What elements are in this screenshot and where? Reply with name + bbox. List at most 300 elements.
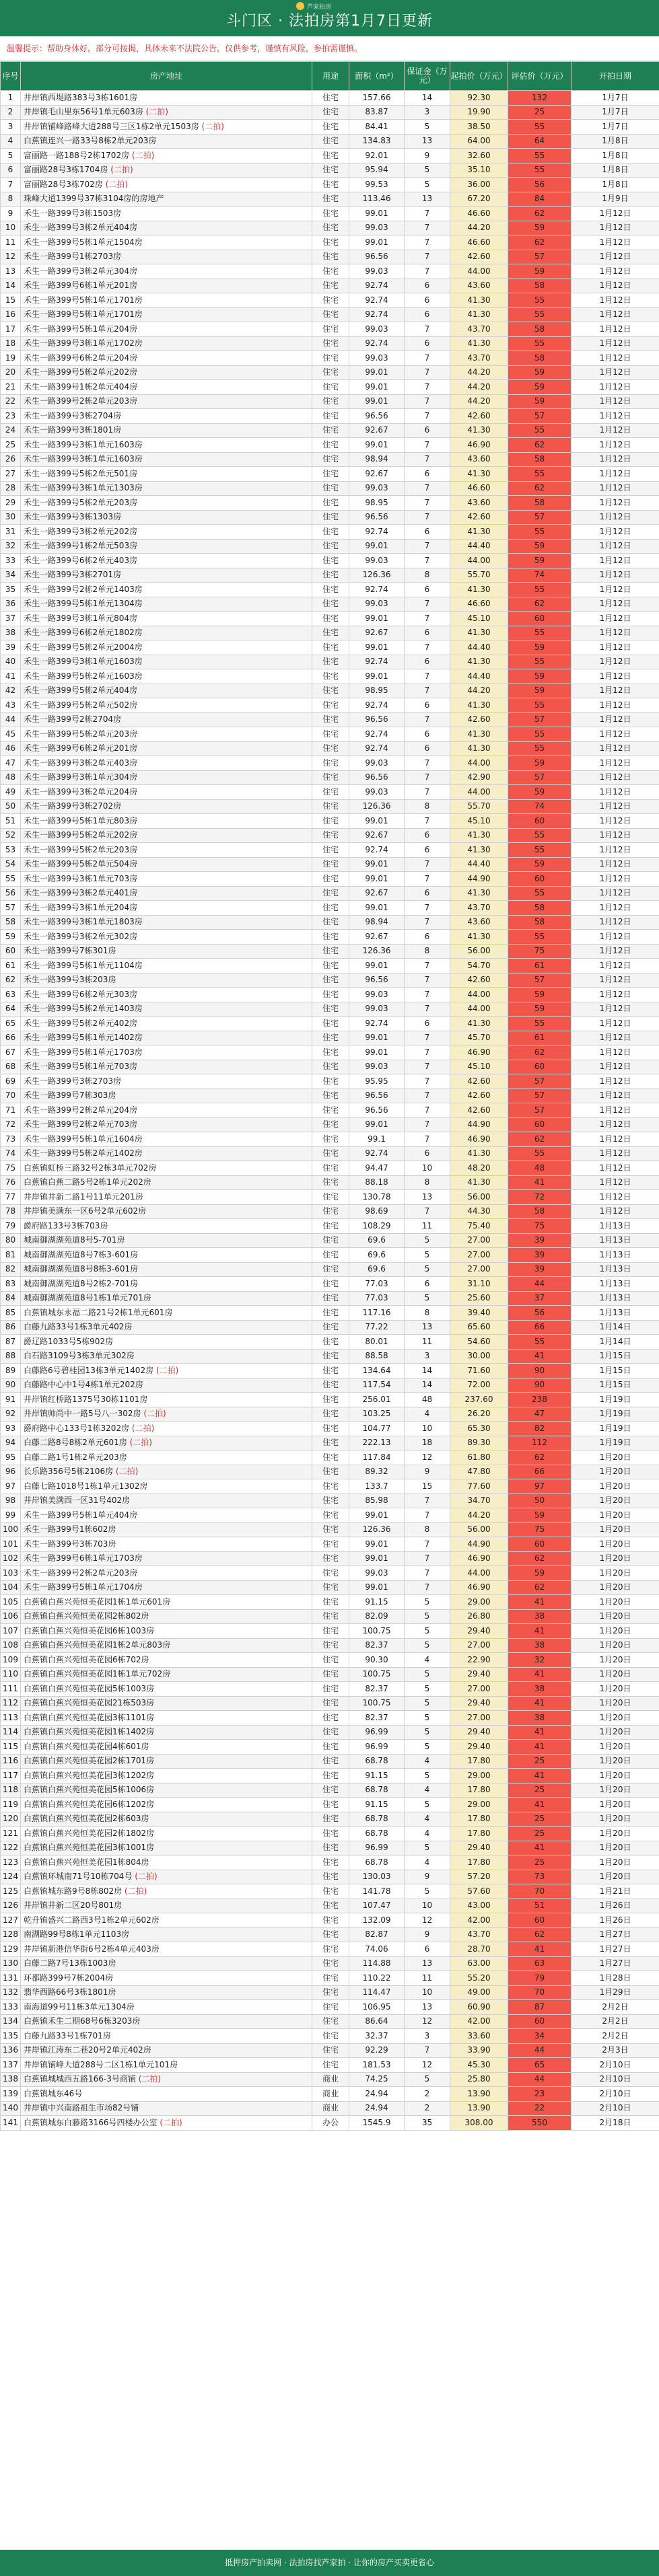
auction-date: 1月12日 xyxy=(571,438,659,453)
row-number: 25 xyxy=(1,438,21,453)
address-text: 禾生一路399号3栋2701房 xyxy=(24,570,122,580)
row-number: 72 xyxy=(1,1117,21,1132)
table-row xyxy=(1,1291,659,1306)
area: 96.56 xyxy=(349,770,405,785)
property-address xyxy=(21,2072,312,2087)
table-header-row xyxy=(1,62,659,91)
auction-date: 1月12日 xyxy=(571,886,659,901)
area: 99.01 xyxy=(349,872,405,887)
table-row xyxy=(1,2116,659,2131)
row-number: 29 xyxy=(1,496,21,511)
property-address xyxy=(21,1190,312,1205)
address-text: 禾生一路399号5栋1单元1304房 xyxy=(24,599,143,609)
address-text: 白藤九路33号1栋701房 xyxy=(24,2030,111,2040)
usage: 住宅 xyxy=(312,452,349,467)
auction-date: 1月12日 xyxy=(571,394,659,409)
area: 68.78 xyxy=(349,1783,405,1798)
area: 108.29 xyxy=(349,1219,405,1234)
address-text: 富丽路28号3栋1704房 xyxy=(24,165,108,175)
property-address xyxy=(21,1017,312,1031)
eval-price: 62 xyxy=(508,481,571,496)
auction-date: 1月20日 xyxy=(571,1667,659,1682)
row-number: 40 xyxy=(1,655,21,669)
area: 92.67 xyxy=(349,626,405,640)
start-price: 46.60 xyxy=(450,235,508,250)
row-number: 112 xyxy=(1,1696,21,1711)
property-address xyxy=(21,1609,312,1624)
address-text: 白藤九路33号1栋3单元402房 xyxy=(24,1322,133,1332)
auction-date: 2月10日 xyxy=(571,2101,659,2116)
eval-price: 58 xyxy=(508,915,571,930)
address-text: 禾生一路399号5栋2单元404房 xyxy=(24,686,138,696)
start-price: 42.60 xyxy=(450,1103,508,1118)
usage: 住宅 xyxy=(312,423,349,438)
deposit: 7 xyxy=(405,959,450,973)
row-number: 8 xyxy=(1,192,21,207)
start-price: 47.80 xyxy=(450,1465,508,1479)
area: 99.01 xyxy=(349,1580,405,1595)
deposit: 8 xyxy=(405,568,450,583)
usage: 住宅 xyxy=(312,1378,349,1393)
usage: 住宅 xyxy=(312,1827,349,1841)
address-text: 白蕉镇城城西五路166-3号商铺 xyxy=(24,2074,136,2084)
auction-date: 1月12日 xyxy=(571,264,659,279)
auction-date: 1月19日 xyxy=(571,1436,659,1450)
table-row xyxy=(1,1624,659,1639)
start-price: 44.00 xyxy=(450,1566,508,1581)
deposit: 5 xyxy=(405,1262,450,1277)
table-row xyxy=(1,134,659,149)
area: 256.01 xyxy=(349,1393,405,1407)
address-text: 白蕉镇白蕉兴苑恒美花园1栋2单元803房 xyxy=(24,1640,171,1650)
deposit: 7 xyxy=(405,1508,450,1523)
eval-price: 41 xyxy=(508,1667,571,1682)
address-text: 爵府路133号3栋703房 xyxy=(24,1220,108,1230)
address-text: 禾生一路399号6栋2单元201房 xyxy=(24,743,138,753)
start-price: 45.10 xyxy=(450,612,508,626)
auction-date: 1月20日 xyxy=(571,1580,659,1595)
usage: 住宅 xyxy=(312,525,349,540)
deposit: 7 xyxy=(405,988,450,1002)
property-address xyxy=(21,698,312,713)
usage: 住宅 xyxy=(312,1769,349,1783)
table-row xyxy=(1,525,659,540)
address-text: 白蕉镇虹桥三路32号2栋3单元702房 xyxy=(24,1163,157,1173)
usage: 住宅 xyxy=(312,1031,349,1045)
eval-price: 57 xyxy=(508,1103,571,1118)
table-row xyxy=(1,1306,659,1321)
table-row xyxy=(1,2029,659,2044)
area: 99.03 xyxy=(349,264,405,279)
row-number: 102 xyxy=(1,1551,21,1566)
start-price: 44.90 xyxy=(450,872,508,887)
usage: 住宅 xyxy=(312,828,349,843)
table-row xyxy=(1,1349,659,1364)
start-price: 41.30 xyxy=(450,698,508,713)
deposit: 7 xyxy=(405,438,450,453)
address-text: 禾生一路399号5栋1单元204房 xyxy=(24,324,138,334)
row-number: 11 xyxy=(1,235,21,250)
area: 95.95 xyxy=(349,1074,405,1089)
eval-price: 57 xyxy=(508,1074,571,1089)
row-number: 16 xyxy=(1,307,21,322)
usage: 住宅 xyxy=(312,1219,349,1234)
usage: 住宅 xyxy=(312,1349,349,1364)
deposit: 10 xyxy=(405,1161,450,1176)
deposit: 7 xyxy=(405,510,450,525)
usage: 住宅 xyxy=(312,554,349,568)
second-auction-tag: (二拍) xyxy=(122,1886,147,1896)
area: 83.87 xyxy=(349,105,405,120)
area: 107.47 xyxy=(349,1899,405,1913)
auction-date: 1月20日 xyxy=(571,1566,659,1581)
table-row xyxy=(1,105,659,120)
second-auction-tag: (二拍) xyxy=(199,121,224,131)
address-text: 禾生一路399号3栋2单元404房 xyxy=(24,223,138,233)
address-text: 白蕉镇城东路9号8栋802房 xyxy=(24,1886,123,1896)
eval-price: 550 xyxy=(508,2116,571,2131)
row-number: 105 xyxy=(1,1595,21,1610)
area: 98.94 xyxy=(349,915,405,930)
property-address xyxy=(21,235,312,250)
eval-price: 55 xyxy=(508,1335,571,1350)
address-text: 白蕉镇白蕉兴苑恒美花园1栋1单元601房 xyxy=(24,1596,171,1607)
row-number: 96 xyxy=(1,1465,21,1479)
usage: 住宅 xyxy=(312,1450,349,1465)
address-text: 禾生一路399号3栋1单元804房 xyxy=(24,613,138,623)
property-address xyxy=(21,120,312,135)
table-row xyxy=(1,1233,659,1248)
start-price: 27.00 xyxy=(450,1711,508,1726)
property-address xyxy=(21,1537,312,1552)
address-text: 城南御湖湖苑道8号1栋1单元701房 xyxy=(24,1293,151,1303)
table-row xyxy=(1,1320,659,1335)
property-address xyxy=(21,423,312,438)
auction-date: 1月12日 xyxy=(571,669,659,684)
auction-date: 1月12日 xyxy=(571,207,659,221)
table-row xyxy=(1,799,659,814)
area: 92.74 xyxy=(349,525,405,540)
address-text: 禾生一路399号6栋2单元403房 xyxy=(24,555,138,565)
eval-price: 61 xyxy=(508,1031,571,1045)
auction-date: 1月19日 xyxy=(571,1393,659,1407)
deposit: 11 xyxy=(405,1219,450,1234)
row-number: 56 xyxy=(1,886,21,901)
area: 89.32 xyxy=(349,1465,405,1479)
deposit: 11 xyxy=(405,1971,450,1986)
start-price: 44.40 xyxy=(450,539,508,554)
property-address xyxy=(21,959,312,973)
eval-price: 55 xyxy=(508,930,571,945)
eval-price: 55 xyxy=(508,467,571,482)
row-number: 21 xyxy=(1,380,21,395)
address-text: 禾生一路399号7栋301房 xyxy=(24,946,116,956)
start-price: 44.40 xyxy=(450,669,508,684)
start-price: 49.00 xyxy=(450,1985,508,2000)
row-number: 70 xyxy=(1,1089,21,1103)
table-row xyxy=(1,1638,659,1653)
usage: 住宅 xyxy=(312,2014,349,2029)
row-number: 28 xyxy=(1,481,21,496)
header-deposit: 保证金（万元） xyxy=(405,62,450,91)
table-row xyxy=(1,2058,659,2073)
area: 69.6 xyxy=(349,1233,405,1248)
row-number: 135 xyxy=(1,2029,21,2044)
area: 99.03 xyxy=(349,1566,405,1581)
property-address xyxy=(21,1667,312,1682)
usage: 住宅 xyxy=(312,2029,349,2044)
eval-price: 59 xyxy=(508,1508,571,1523)
property-address xyxy=(21,944,312,959)
table-row xyxy=(1,1219,659,1234)
auction-date: 2月10日 xyxy=(571,2087,659,2102)
row-number: 77 xyxy=(1,1190,21,1205)
row-number: 92 xyxy=(1,1407,21,1422)
row-number: 4 xyxy=(1,134,21,149)
table-row xyxy=(1,1653,659,1668)
row-number: 62 xyxy=(1,973,21,988)
start-price: 41.30 xyxy=(450,423,508,438)
auction-date: 1月12日 xyxy=(571,250,659,264)
usage: 住宅 xyxy=(312,207,349,221)
usage: 住宅 xyxy=(312,134,349,149)
table-row xyxy=(1,1769,659,1783)
eval-price: 59 xyxy=(508,785,571,800)
auction-date: 1月12日 xyxy=(571,380,659,395)
eval-price: 238 xyxy=(508,1393,571,1407)
start-price: 45.30 xyxy=(450,2058,508,2073)
table-row xyxy=(1,192,659,207)
usage: 住宅 xyxy=(312,163,349,178)
property-address xyxy=(21,1740,312,1755)
area: 68.78 xyxy=(349,1812,405,1827)
row-number: 52 xyxy=(1,828,21,843)
table-row xyxy=(1,1277,659,1292)
auction-date: 1月15日 xyxy=(571,1349,659,1364)
property-address xyxy=(21,91,312,106)
area: 99.01 xyxy=(349,612,405,626)
row-number: 124 xyxy=(1,1870,21,1884)
area: 24.94 xyxy=(349,2101,405,2116)
deposit: 7 xyxy=(405,1045,450,1060)
table-row xyxy=(1,973,659,988)
property-address xyxy=(21,1320,312,1335)
area: 69.6 xyxy=(349,1248,405,1263)
eval-price: 62 xyxy=(508,1132,571,1147)
eval-price: 60 xyxy=(508,1060,571,1074)
address-text: 白蕉镇白蕉兴苑恒美花园2栋1802房 xyxy=(24,1828,155,1838)
eval-price: 41 xyxy=(508,1798,571,1812)
deposit: 14 xyxy=(405,1378,450,1393)
area: 99.01 xyxy=(349,959,405,973)
start-price: 41.30 xyxy=(450,583,508,597)
eval-price: 59 xyxy=(508,1002,571,1017)
deposit: 7 xyxy=(405,669,450,684)
area: 100.75 xyxy=(349,1624,405,1639)
usage: 住宅 xyxy=(312,1927,349,1942)
start-price: 45.10 xyxy=(450,1060,508,1074)
usage: 住宅 xyxy=(312,467,349,482)
eval-price: 75 xyxy=(508,1522,571,1537)
table-row xyxy=(1,1913,659,1928)
deposit: 5 xyxy=(405,163,450,178)
row-number: 114 xyxy=(1,1725,21,1740)
start-price: 56.00 xyxy=(450,1522,508,1537)
deposit: 13 xyxy=(405,1956,450,1971)
address-text: 禾生一路399号5栋1单元1704房 xyxy=(24,1582,143,1592)
start-price: 29.00 xyxy=(450,1769,508,1783)
table-row xyxy=(1,988,659,1002)
start-price: 30.00 xyxy=(450,1349,508,1364)
start-price: 33.90 xyxy=(450,2043,508,2058)
area: 91.15 xyxy=(349,1798,405,1812)
deposit: 4 xyxy=(405,1407,450,1422)
second-auction-tag: (二拍) xyxy=(129,1423,155,1433)
auction-date: 1月12日 xyxy=(571,539,659,554)
address-text: 禾生一路399号3栋1单元204房 xyxy=(24,902,138,912)
address-text: 富丽路一路188号2栋1702房 xyxy=(24,150,130,160)
table-row xyxy=(1,872,659,887)
row-number: 33 xyxy=(1,554,21,568)
usage: 住宅 xyxy=(312,1537,349,1552)
deposit: 6 xyxy=(405,583,450,597)
area: 92.74 xyxy=(349,698,405,713)
table-row xyxy=(1,1711,659,1726)
usage: 住宅 xyxy=(312,1812,349,1827)
eval-price: 59 xyxy=(508,669,571,684)
auction-date: 1月20日 xyxy=(571,1653,659,1668)
eval-price: 90 xyxy=(508,1378,571,1393)
address-text: 禾生一路399号6栋1单元201房 xyxy=(24,281,138,291)
table-row xyxy=(1,2072,659,2087)
auction-date: 1月20日 xyxy=(571,1798,659,1812)
auction-date: 1月20日 xyxy=(571,1682,659,1697)
usage: 住宅 xyxy=(312,959,349,973)
deposit: 5 xyxy=(405,1841,450,1855)
row-number: 120 xyxy=(1,1812,21,1827)
start-price: 42.60 xyxy=(450,409,508,424)
eval-price: 48 xyxy=(508,1161,571,1176)
start-price: 29.40 xyxy=(450,1696,508,1711)
usage: 住宅 xyxy=(312,351,349,366)
usage: 住宅 xyxy=(312,120,349,135)
row-number: 123 xyxy=(1,1855,21,1870)
eval-price: 60 xyxy=(508,872,571,887)
auction-date: 1月12日 xyxy=(571,1175,659,1190)
start-price: 61.80 xyxy=(450,1450,508,1465)
deposit: 3 xyxy=(405,2029,450,2044)
address-text: 禾生一路399号2栋2单元203房 xyxy=(24,1568,138,1578)
address-text: 井岸镇美满东一区6号2单元602房 xyxy=(24,1206,147,1216)
deposit: 7 xyxy=(405,322,450,337)
table-row xyxy=(1,612,659,626)
property-address xyxy=(21,2000,312,2015)
address-text: 井岸镇井新二区20号801房 xyxy=(24,1901,123,1911)
row-number: 104 xyxy=(1,1580,21,1595)
auction-date: 1月27日 xyxy=(571,1942,659,1957)
deposit: 7 xyxy=(405,857,450,872)
property-address xyxy=(21,1335,312,1350)
deposit: 7 xyxy=(405,973,450,988)
table-row xyxy=(1,1407,659,1422)
table-row xyxy=(1,944,659,959)
address-text: 禾生一路399号5栋1单元1604房 xyxy=(24,1134,143,1144)
table-row xyxy=(1,336,659,351)
usage: 住宅 xyxy=(312,1798,349,1812)
address-text: 白蕉镇白蕉兴苑恒美花园3栋1202房 xyxy=(24,1770,155,1780)
area: 99.53 xyxy=(349,178,405,192)
property-address xyxy=(21,1638,312,1653)
deposit: 10 xyxy=(405,1422,450,1436)
auction-date: 1月12日 xyxy=(571,279,659,293)
auction-date: 1月13日 xyxy=(571,1277,659,1292)
deposit: 7 xyxy=(405,1204,450,1219)
table-row xyxy=(1,857,659,872)
property-address xyxy=(21,1074,312,1089)
area: 99.01 xyxy=(349,901,405,916)
eval-price: 55 xyxy=(508,1146,571,1161)
address-text: 禾生一路399号6栋2单元1802房 xyxy=(24,628,143,638)
row-number: 91 xyxy=(1,1393,21,1407)
start-price: 43.70 xyxy=(450,1927,508,1942)
row-number: 38 xyxy=(1,626,21,640)
usage: 住宅 xyxy=(312,1060,349,1074)
table-row xyxy=(1,1942,659,1957)
eval-price: 57 xyxy=(508,1089,571,1103)
eval-price: 41 xyxy=(508,1595,571,1610)
property-address xyxy=(21,163,312,178)
start-price: 43.70 xyxy=(450,351,508,366)
header-area: 面积（m²） xyxy=(349,62,405,91)
deposit: 35 xyxy=(405,2116,450,2131)
deposit: 7 xyxy=(405,221,450,235)
deposit: 7 xyxy=(405,712,450,727)
eval-price: 55 xyxy=(508,293,571,308)
table-row xyxy=(1,886,659,901)
usage: 住宅 xyxy=(312,221,349,235)
auction-date: 1月12日 xyxy=(571,467,659,482)
table-row xyxy=(1,597,659,612)
auction-date: 1月20日 xyxy=(571,1769,659,1783)
auction-date: 1月13日 xyxy=(571,1291,659,1306)
property-address xyxy=(21,1002,312,1017)
table-row xyxy=(1,1551,659,1566)
usage: 住宅 xyxy=(312,727,349,742)
auction-date: 1月20日 xyxy=(571,1855,659,1870)
auction-date: 1月20日 xyxy=(571,1696,659,1711)
second-auction-tag: (二拍) xyxy=(135,2074,162,2084)
deposit: 6 xyxy=(405,886,450,901)
start-price: 65.30 xyxy=(450,1422,508,1436)
address-text: 禾生一路399号5栋2单元501房 xyxy=(24,468,138,478)
usage: 住宅 xyxy=(312,857,349,872)
auction-date: 1月12日 xyxy=(571,712,659,727)
area: 74.06 xyxy=(349,1942,405,1957)
start-price: 29.00 xyxy=(450,1798,508,1812)
area: 92.67 xyxy=(349,423,405,438)
area: 69.6 xyxy=(349,1262,405,1277)
deposit: 7 xyxy=(405,612,450,626)
property-address xyxy=(21,1985,312,2000)
start-price: 57.60 xyxy=(450,1884,508,1899)
table-row xyxy=(1,510,659,525)
eval-price: 55 xyxy=(508,163,571,178)
property-address xyxy=(21,741,312,756)
eval-price: 55 xyxy=(508,149,571,163)
second-auction-tag: (二拍) xyxy=(141,1409,166,1419)
usage: 住宅 xyxy=(312,1653,349,1668)
table-row xyxy=(1,322,659,337)
